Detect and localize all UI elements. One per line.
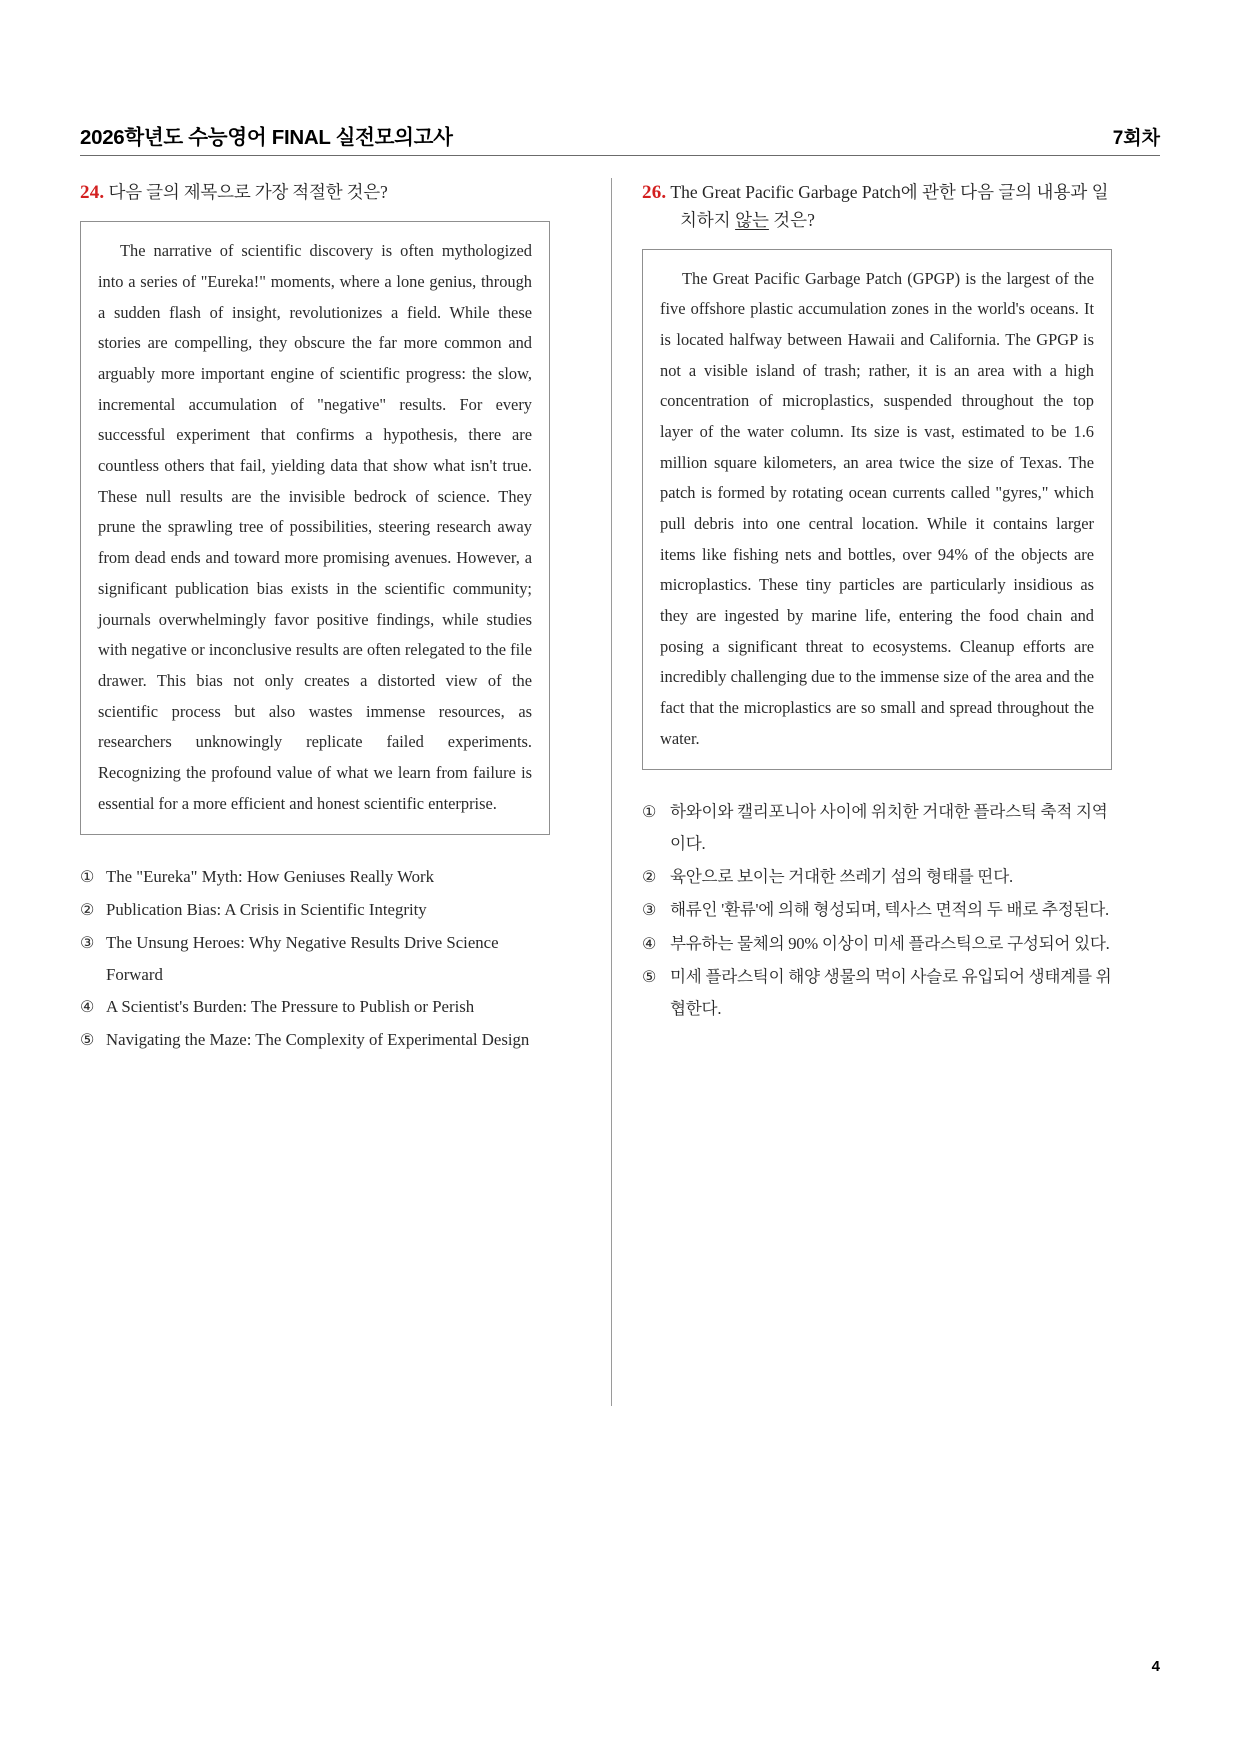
choice-marker: ⑤ xyxy=(80,1031,95,1050)
question-26-passage-text: The Great Pacific Garbage Patch (GPGP) is the largest of the five offshore plastic accumulation zones in the world's oceans. It is located halfway between Hawaii and California. The GPGP is not a visible island of trash; rather, it is an area with a high concentration of microplastics, suspended throughout the top layer of the water column. Its size is vast, estimated to be 1.6 million square kilometers, an area twice the size of Texas. The patch is formed by rotating ocean currents called "gyres," which pull debris into one central location. While it contains larger items like fishing nets and bottles, over 94% of the objects are microplastics. These tiny particles are particularly insidious as they are ingested by marine life, entering the food chain and posing a significant threat to ecosystems. Cleanup efforts are incredibly challenging due to the immense size of the area and the fact that the microplastics are so small and spread throughout the water. xyxy=(660,268,1094,748)
question-24-passage-box xyxy=(80,221,550,835)
exam-title: 2026학년도 수능영어 FINAL 실전모의고사 xyxy=(80,126,453,149)
question-26-prompt-underlined: 않는 xyxy=(735,210,769,231)
question-26-number: 26. xyxy=(642,182,667,203)
choice-text: 하와이와 캘리포니아 사이에 위치한 거대한 플라스틱 축적 지역이다. xyxy=(670,802,1108,854)
choice-marker: ④ xyxy=(642,934,657,953)
question-26-choice-3[interactable] xyxy=(642,894,1112,926)
choice-marker: ② xyxy=(642,868,657,887)
question-26-choice-2[interactable] xyxy=(642,861,1112,893)
question-24-choice-4[interactable] xyxy=(80,991,550,1023)
page-header xyxy=(80,120,1160,150)
question-24-prompt xyxy=(80,178,550,207)
header-divider-rule xyxy=(80,155,1160,156)
question-24-choices xyxy=(80,861,550,1056)
choice-marker: ① xyxy=(80,868,95,887)
page-number: 4 xyxy=(1151,1658,1160,1675)
question-26-choice-1[interactable] xyxy=(642,796,1112,860)
choice-text: A Scientist's Burden: The Pressure to Publish or Perish xyxy=(106,997,475,1017)
question-24-choice-1[interactable] xyxy=(80,861,550,893)
choice-marker: ① xyxy=(642,803,657,822)
question-26-choices xyxy=(642,796,1112,1024)
choice-marker: ⑤ xyxy=(642,967,657,986)
question-26-prompt xyxy=(642,178,1112,235)
left-column xyxy=(80,178,550,1072)
question-26-prompt-text-part2: 것은? xyxy=(768,210,815,231)
choice-text: 미세 플라스틱이 해양 생물의 먹이 사슬로 유입되어 생태계를 위협한다. xyxy=(670,966,1112,1018)
question-26-choice-4[interactable] xyxy=(642,928,1112,960)
question-26-prompt-text-part1: The Great Pacific Garbage Patch에 관한 다음 글의 내용과 일치하지 xyxy=(666,182,1109,231)
question-24-choice-5[interactable] xyxy=(80,1024,550,1056)
choice-text: 육안으로 보이는 거대한 쓰레기 섬의 형태를 띤다. xyxy=(670,867,1013,887)
choice-marker: ③ xyxy=(642,901,657,920)
question-24-passage-text: The narrative of scientific discovery is often mythologized into a series of "Eureka!" moments, where a lone genius, through a sudden flash of insight, revolutionizes a field. While these stories are compelling, they obscure the far more common and arguably more important engine of scientific progress: the slow, incremental accumulation of "negative" results. For every successful experiment that confirms a hypothesis, there are countless others that fail, yielding data that show what isn't true. These null results are the invisible bedrock of science. They prune the sprawling tree of possibilities, steering research away from dead ends and toward more promising avenues. However, a significant publication bias exists in the scientific community; journals overwhelmingly favor positive findings, while studies with negative or inconclusive results are often relegated to the file drawer. This bias not only creates a distorted view of the scientific process but also wastes immense resources, as researchers unknowingly replicate failed experiments. Recognizing the profound value of what we learn from failure is essential for a more efficient and honest scientific enterprise. xyxy=(98,241,532,813)
choice-text: The Unsung Heroes: Why Negative Results Drive Science Forward xyxy=(106,933,499,985)
question-24-choice-3[interactable] xyxy=(80,927,550,990)
choice-text: Publication Bias: A Crisis in Scientific Integrity xyxy=(106,900,427,920)
choice-marker: ② xyxy=(80,901,95,920)
question-24-choice-2[interactable] xyxy=(80,894,550,926)
question-26-choice-5[interactable] xyxy=(642,961,1112,1025)
question-26-passage-box xyxy=(642,249,1112,771)
column-divider xyxy=(611,178,612,1406)
choice-text: The "Eureka" Myth: How Geniuses Really Work xyxy=(106,867,435,887)
choice-text: 해류인 '환류'에 의해 형성되며, 텍사스 면적의 두 배로 추정된다. xyxy=(670,900,1109,920)
choice-text: Navigating the Maze: The Complexity of Experimental Design xyxy=(106,1030,530,1050)
choice-text: 부유하는 물체의 90% 이상이 미세 플라스틱으로 구성되어 있다. xyxy=(670,933,1110,953)
choice-marker: ③ xyxy=(80,934,95,953)
choice-marker: ④ xyxy=(80,998,95,1017)
question-24-number: 24. xyxy=(80,182,105,203)
exam-round-label: 7회차 xyxy=(1112,128,1160,149)
right-column xyxy=(642,178,1112,1041)
question-24-prompt-text: 다음 글의 제목으로 가장 적절한 것은? xyxy=(104,182,388,202)
